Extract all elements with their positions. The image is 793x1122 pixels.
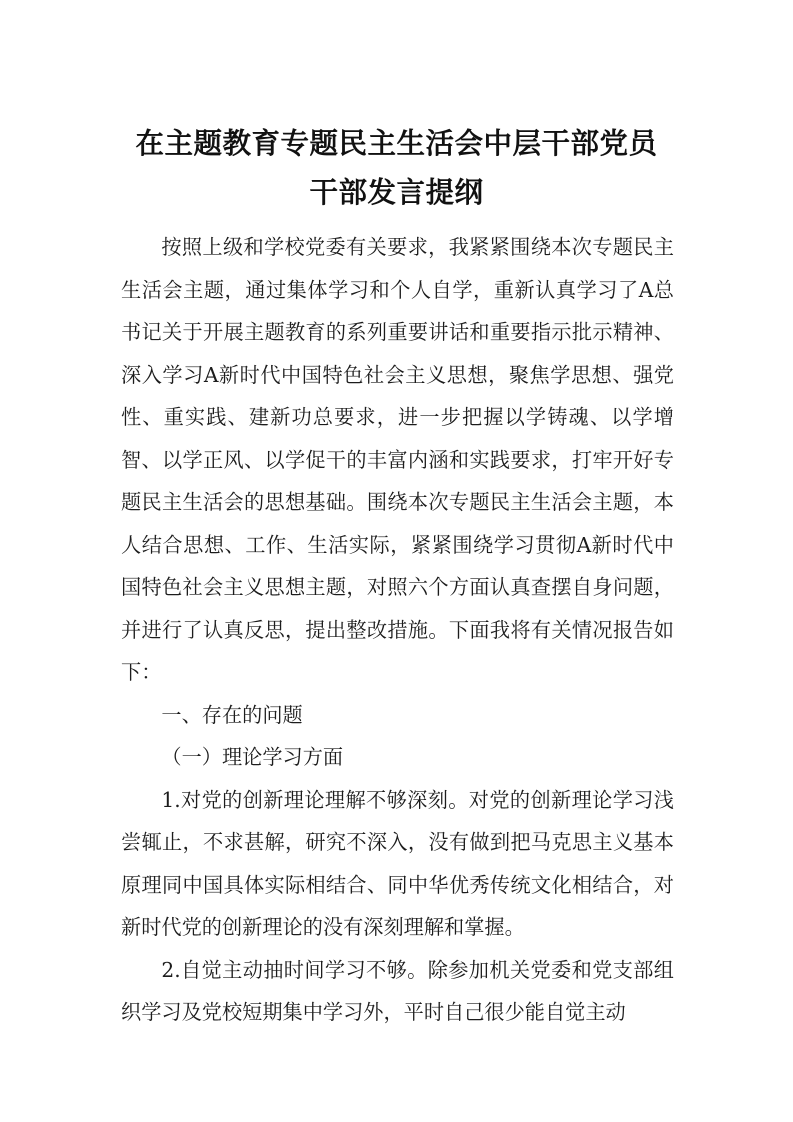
- document-body: [121, 226, 674, 1034]
- item-paragraph-2: 2.自觉主动抽时间学习不够。除参加机关党委和党支部组织学习及党校短期集中学习外，平时自己很少能自觉主动: [121, 957, 674, 1024]
- item-paragraph-1: 1.对党的创新理论理解不够深刻。对党的创新理论学习浅尝辄止，不求甚解，研究不深入，没有做到把马克思主义基本原理同中国具体实际相结合、同中华优秀传统文化相结合，对新时代党的创新理论的没有深刻理解和掌握。: [121, 787, 674, 939]
- document-title-line-1: 在主题教育专题民主生活会中层干部党员: [135, 127, 658, 160]
- intro-paragraph: 按照上级和学校党委有关要求，我紧紧围绕本次专题民主生活会主题，通过集体学习和个人自学，重新认真学习了A总书记关于开展主题教育的系列重要讲话和重要指示批示精神、深入学习A新时代中国特色社会主义思想，聚焦学思想、强党性、重实践、建新功总要求，进一步把握以学铸魂、以学增智、以学正风、以学促干的丰富内涵和实践要求，打牢开好专题民主生活会的思想基础。围绕本次专题民主生活会主题，本人结合思想、工作、生活实际，紧紧围绕学习贯彻A新时代中国特色社会主义思想主题，对照六个方面认真查摆自身问题，并进行了认真反思，提出整改措施。下面我将有关情况报告如下：: [121, 235, 674, 684]
- document-title-line-2: 干部发言提纲: [309, 176, 484, 209]
- section-heading-problems: 一、存在的问题: [161, 702, 303, 727]
- subsection-heading-theory-study: （一）理论学习方面: [161, 745, 344, 769]
